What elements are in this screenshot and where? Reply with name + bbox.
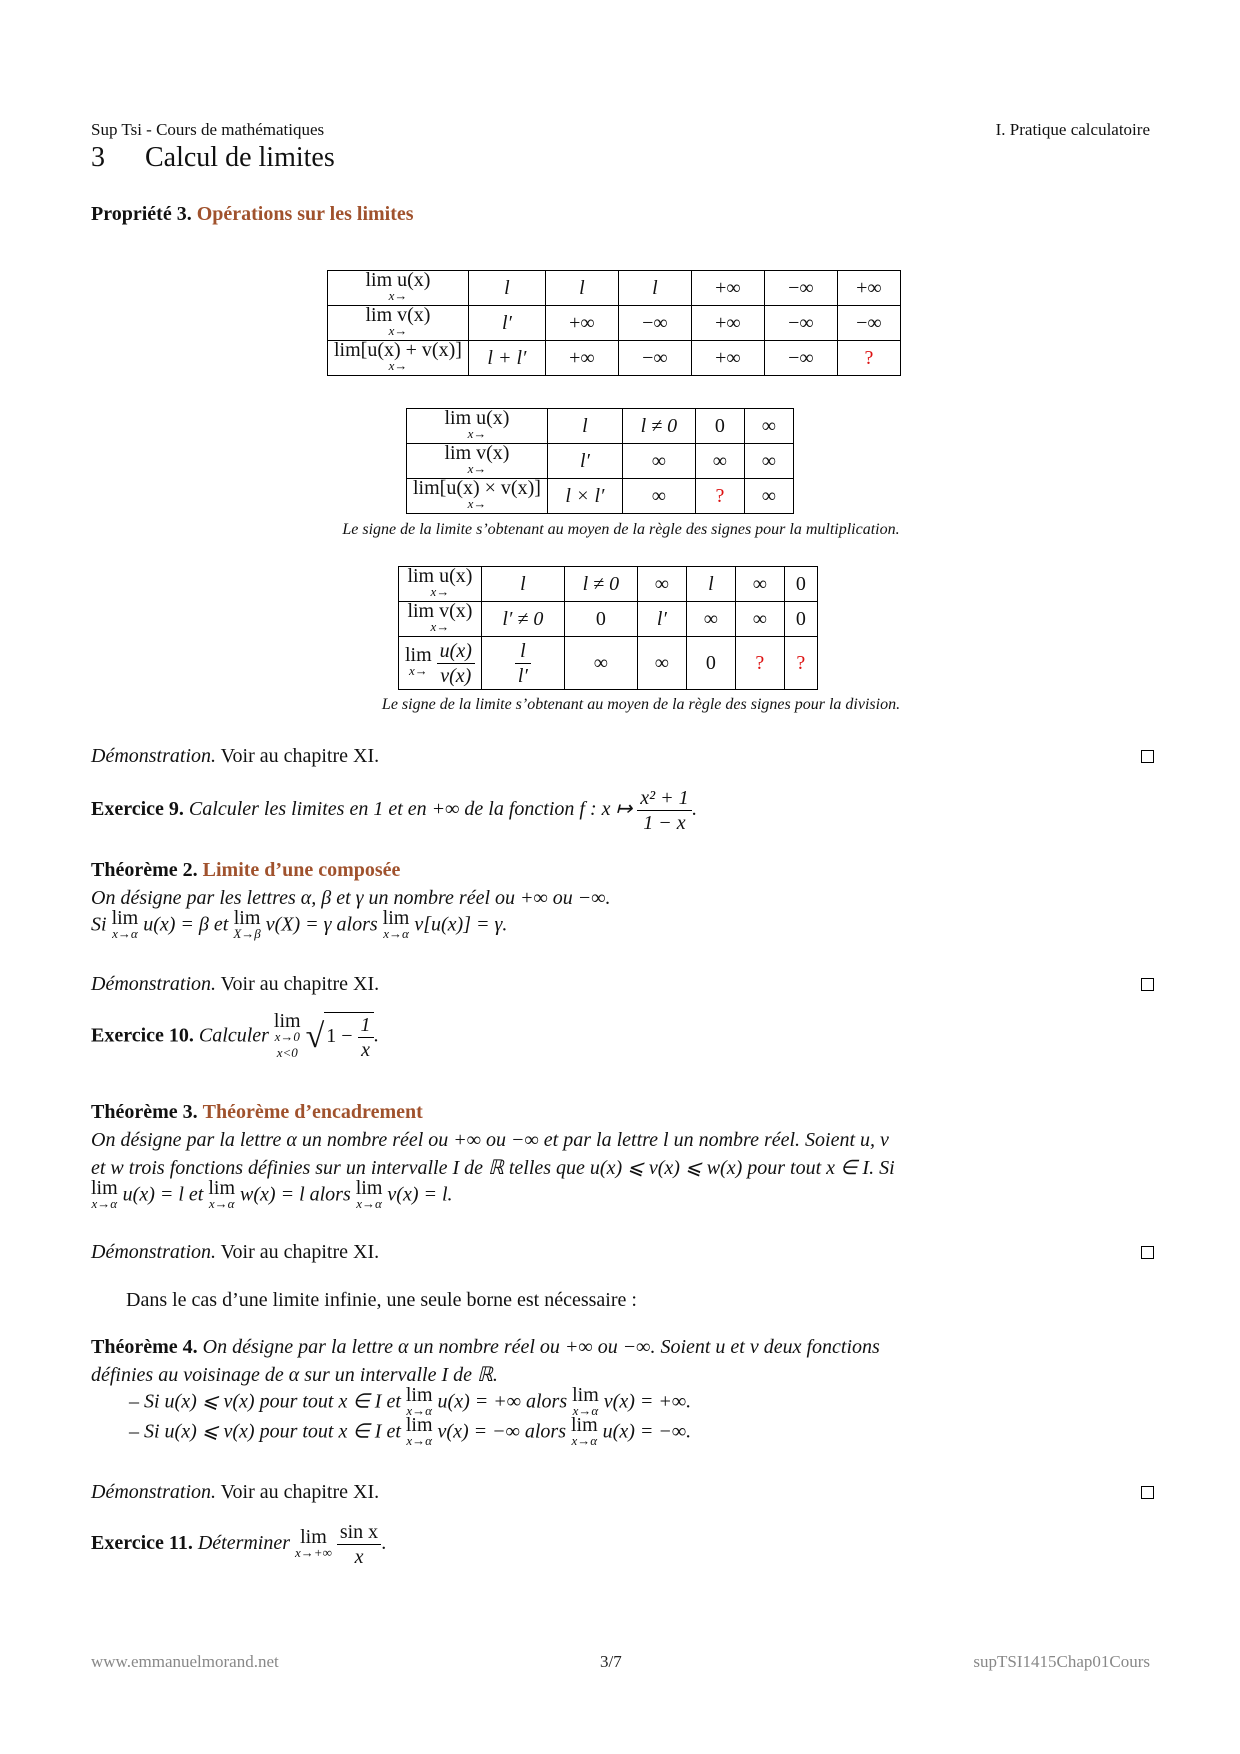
theorem-bullet: – Si u(x) ⩽ v(x) pour tout x ∈ I et lim x→α v(x) = −∞ alors lim x→α u(x) = −∞. [129, 1414, 692, 1448]
theorem-text: On désigne par la lettre α un nombre réel ou +∞ ou −∞. Soient u et v deux fonctions [202, 1336, 880, 1358]
demonstration-label: Démonstration. [91, 1481, 216, 1503]
exercise-text: Calculer les limites en 1 et en +∞ de la fonction f : x ↦ [188, 798, 633, 821]
table-row [328, 341, 901, 376]
table-cell: −∞ [764, 341, 837, 376]
table-cell: 0 [784, 567, 817, 602]
table-cell: l + l′ [468, 341, 545, 376]
table-cell: l [481, 567, 564, 602]
qed-icon [1141, 1486, 1154, 1499]
row-header: lim v(x) x→ [328, 306, 469, 341]
property-heading [91, 200, 414, 228]
table-cell: −∞ [837, 306, 900, 341]
section-title-text: Calcul de limites [145, 142, 335, 173]
table-cell: 0 [695, 409, 744, 444]
theorem-label: Théorème 2. [91, 859, 198, 881]
section-number: 3 [91, 142, 105, 173]
fraction: $\frac{\text{x² + 1}}{1 - x}$ [637, 786, 691, 835]
table-cell: ∞ [622, 444, 695, 479]
property-label: Propriété 3. [91, 203, 192, 225]
property-title: Opérations sur les limites [196, 203, 414, 225]
row-header: lim u(x) x→ [328, 271, 469, 306]
table-cell: ∞ [637, 567, 686, 602]
table-cell: ∞ [622, 479, 695, 514]
demonstration-label: Démonstration. [91, 973, 216, 995]
demonstration [91, 742, 379, 770]
exercise-text: Calculer [198, 1024, 269, 1047]
demonstration [91, 1238, 379, 1266]
table-cell: +∞ [691, 341, 764, 376]
table-cell: l′ ≠ 0 [481, 602, 564, 637]
table-cell: l′ [468, 306, 545, 341]
table-cell: ∞ [735, 567, 784, 602]
table-cell: l ≠ 0 [622, 409, 695, 444]
table-cell: 0 [784, 602, 817, 637]
sum-limits-table [327, 270, 901, 376]
paragraph: Dans le cas d’une limite infinie, une seule borne est nécessaire : [126, 1289, 637, 1311]
theorem-2 [91, 856, 1151, 942]
table-cell: −∞ [618, 341, 691, 376]
radicand: 1 − $\frac{1}{x}$ [324, 1012, 373, 1062]
table-row [407, 479, 794, 514]
table-cell: ∞ [695, 444, 744, 479]
theorem-title: Théorème d’encadrement [202, 1101, 423, 1123]
theorem-text: On désigne par les lettres α, β et γ un nombre réel ou +∞ ou −∞. [91, 887, 611, 909]
running-header-right: I. Pratique calculatoire [995, 120, 1150, 139]
theorem-label: Théorème 3. [91, 1101, 198, 1123]
table-cell: l [545, 271, 618, 306]
qed-icon [1141, 1246, 1154, 1259]
table-row [328, 306, 901, 341]
demonstration [91, 1478, 379, 1506]
indeterminate-cell: ? [837, 341, 900, 376]
table-row [399, 567, 818, 602]
row-header: lim v(x) x→ [407, 444, 548, 479]
section-title [91, 142, 335, 174]
qed-icon [1141, 750, 1154, 763]
table-cell: ∞ [686, 602, 735, 637]
table-cell: ∞ [744, 479, 793, 514]
row-header: lim[u(x) × v(x)] x→ [407, 479, 548, 514]
table-cell: l [468, 271, 545, 306]
table-cell: l × l′ [547, 479, 622, 514]
product-limits-table [406, 408, 794, 514]
division-table-caption: Le signe de la limite s’obtenant au moyen de la règle des signes pour la division. [381, 696, 901, 713]
table-row [407, 409, 794, 444]
table-cell: +∞ [837, 271, 900, 306]
table-row [399, 602, 818, 637]
table-row [328, 271, 901, 306]
theorem-3 [91, 1098, 1151, 1212]
footer-document-id: supTSI1415Chap01Cours [973, 1652, 1150, 1671]
table-cell: l ≠ 0 [564, 567, 637, 602]
table-cell: l [547, 409, 622, 444]
table-cell: +∞ [691, 306, 764, 341]
exercise-text: Déterminer [197, 1532, 291, 1555]
footer-website: www.emmanuelmorand.net [91, 1652, 279, 1671]
demonstration-text: Voir au chapitre XI. [220, 973, 380, 995]
table-cell: −∞ [618, 306, 691, 341]
footer-page-number: 3/7 [600, 1652, 622, 1671]
quotient-cell: $\frac{l}{l'}$ [481, 637, 564, 690]
product-table-caption: Le signe de la limite s’obtenant au moyen de la règle des signes pour la multiplication. [342, 521, 900, 538]
running-header-left: Sup Tsi - Cours de mathématiques [91, 120, 325, 139]
theorem-title: Limite d’une composée [202, 859, 401, 881]
theorem-text: et w trois fonctions définies sur un intervalle I de ℝ telles que u(x) ⩽ v(x) ⩽ w(x) pour tout x ∈ I. Si [91, 1157, 895, 1179]
table-cell: 0 [564, 602, 637, 637]
row-header: lim x→ $\frac{u(x)}{v(x)}$ [399, 637, 482, 690]
exercise-10: Exercice 10. Calculer lim x→0 x<0 √ 1 − $\frac{1}{x}$ . [91, 1010, 379, 1061]
table-row [407, 444, 794, 479]
theorem-4 [91, 1333, 1151, 1449]
demonstration-label: Démonstration. [91, 1241, 216, 1263]
table-cell: ∞ [735, 602, 784, 637]
demonstration-label: Démonstration. [91, 745, 216, 767]
theorem-text: Si lim x→α u(x) = β et lim X→β v(X) = γ alors lim x→α v[u(x)] = γ. [91, 907, 508, 941]
demonstration [91, 970, 379, 998]
table-cell: −∞ [764, 306, 837, 341]
division-limits-table [398, 566, 818, 690]
demonstration-text: Voir au chapitre XI. [220, 745, 380, 767]
sqrt-icon: √ [305, 1018, 325, 1055]
indeterminate-cell: ? [695, 479, 744, 514]
table-cell: −∞ [764, 271, 837, 306]
table-cell: ∞ [744, 409, 793, 444]
table-cell: l [686, 567, 735, 602]
theorem-text: définies au voisinage de α sur un intervalle I de ℝ. [91, 1364, 498, 1386]
theorem-label: Théorème 4. [91, 1336, 198, 1358]
exercise-label: Exercice 10. [91, 1024, 194, 1047]
theorem-text: lim x→α u(x) = l et lim x→α w(x) = l alors lim x→α v(x) = l. [91, 1177, 453, 1211]
exercise-11: Exercice 11. Déterminer lim x→+∞ $\frac{\text{sin x}}{x}$ . [91, 1521, 387, 1568]
table-cell: l′ [637, 602, 686, 637]
table-cell: 0 [686, 637, 735, 690]
fraction: $\frac{\text{sin x}}{x}$ [337, 1520, 381, 1569]
theorem-bullet: – Si u(x) ⩽ v(x) pour tout x ∈ I et lim x→α u(x) = +∞ alors lim x→α v(x) = +∞. [129, 1384, 692, 1418]
table-cell: ∞ [637, 637, 686, 690]
qed-icon [1141, 978, 1154, 991]
table-cell: +∞ [691, 271, 764, 306]
indeterminate-cell: ? [735, 637, 784, 690]
exercise-label: Exercice 11. [91, 1532, 193, 1555]
exercise-label: Exercice 9. [91, 798, 184, 821]
row-header: lim u(x) x→ [407, 409, 548, 444]
exercise-9: Exercice 9. Calculer les limites en 1 et en +∞ de la fonction f : x ↦ $\frac{\text{x² + 1}}{1 - x}$ . [91, 787, 697, 834]
table-cell: +∞ [545, 306, 618, 341]
table-cell: ∞ [744, 444, 793, 479]
theorem-text: On désigne par la lettre α un nombre réel ou +∞ ou −∞ et par la lettre l un nombre réel. Soient u, v [91, 1129, 889, 1151]
demonstration-text: Voir au chapitre XI. [220, 1241, 380, 1263]
demonstration-text: Voir au chapitre XI. [220, 1481, 380, 1503]
table-row [399, 637, 818, 690]
table-cell: +∞ [545, 341, 618, 376]
table-cell: l [618, 271, 691, 306]
table-cell: ∞ [564, 637, 637, 690]
table-cell: l′ [547, 444, 622, 479]
row-header: lim v(x) x→ [399, 602, 482, 637]
row-header: lim[u(x) + v(x)] x→ [328, 341, 469, 376]
indeterminate-cell: ? [784, 637, 817, 690]
row-header: lim u(x) x→ [399, 567, 482, 602]
